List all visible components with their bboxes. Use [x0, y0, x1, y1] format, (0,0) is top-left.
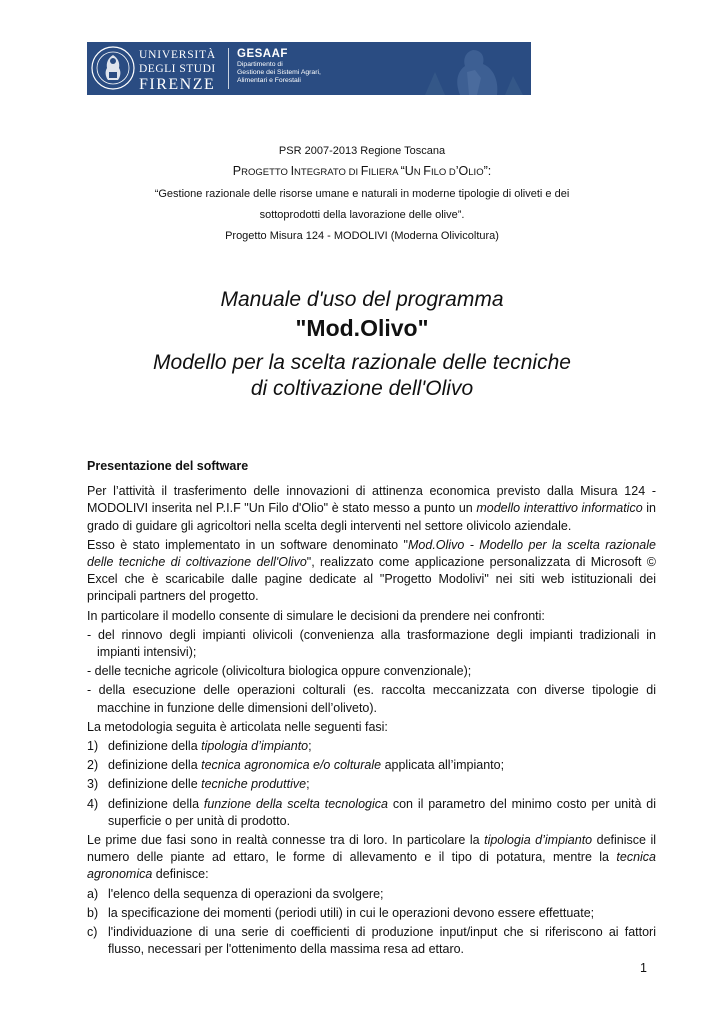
phase-marker: 3)	[87, 777, 99, 792]
phase-emphasis: funzione della scelta tecnologica	[203, 796, 388, 811]
lettered-item	[87, 886, 656, 903]
phase-item	[87, 796, 656, 830]
university-line-2: DEGLI STUDI	[139, 63, 216, 75]
phase-item	[87, 757, 656, 774]
p5-emphasis-1: tipologia d’impianto	[484, 833, 593, 848]
university-line-1: UNIVERSITÀ	[139, 49, 216, 61]
project-title	[0, 164, 724, 178]
p5-text-b: definisce il numero delle piante ad ettaro, le forme di allevamento e il tipo di potatura, mentre la	[87, 833, 656, 865]
letter-marker: c)	[87, 925, 98, 940]
sc-di: DI	[348, 167, 361, 178]
phase-item	[87, 738, 656, 755]
sc-o-rest: LIO	[468, 167, 484, 178]
program-name: "Mod.Olivo"	[295, 315, 429, 341]
phase-text: con il parametro del minimo costo per unità di superficie o per unità di prodotto.	[108, 796, 657, 828]
paragraph-3: In particolare il modello consente di simulare le decisioni da prendere nei confronti:	[87, 608, 545, 623]
university-seal-icon	[91, 46, 135, 90]
letter-text: l'individuazione di una serie di coefficienti di produzione input/input che si riferiscono ai fattori flusso, necessari per l'ottenimento della massima resa ad ettaro.	[108, 925, 656, 957]
phase-text: definizione della	[108, 739, 202, 754]
phase-marker: 1)	[87, 739, 99, 754]
sc-p: P	[232, 164, 242, 178]
phase-marker: 2)	[87, 758, 99, 773]
project-description-line-1: “Gestione razionale delle risorse umane e naturali in moderne tipologie di oliveti e dei	[154, 188, 570, 200]
measure-line: Progetto Misura 124 - MODOLIVI (Moderna Olivicoltura)	[225, 230, 499, 242]
banner-divider	[228, 48, 229, 89]
letter-marker: a)	[87, 886, 99, 901]
p1-text-a: Per l’attività il trasferimento delle innovazioni di attinenza economica previsto dalla Misura 124 - MODOLIVI inserita nel P.I.F "Un Filo d'Olio" è stato messo a punto un	[87, 484, 656, 516]
department-line-1: Dipartimento di	[237, 61, 283, 68]
list-item: - della esecuzione delle operazioni colturali (es. raccolta meccanizzata con diverse tipologie di macchine in funzione delle dimensioni dell’oliveto).	[87, 683, 656, 715]
sc-p-rest: ROGETTO	[241, 167, 291, 178]
university-banner	[87, 42, 531, 95]
letter-marker: b)	[87, 905, 99, 920]
paragraph-4: La metodologia seguita è articolata nelle seguenti fasi:	[87, 719, 388, 734]
p2-text-a: Esso è stato implementato in un software denominato "	[87, 537, 408, 552]
p1-text-b: in grado di guidare gli agricoltori nella scelta degli interventi nel settore olivicolo aziendale.	[87, 501, 657, 533]
phase-text: definizione della	[108, 758, 202, 773]
sc-filo-rest: ILO D	[430, 167, 456, 178]
paragraph-2	[87, 537, 656, 606]
phase-emphasis: tipologia d’impianto	[201, 739, 309, 754]
subtitle-line-2: di coltivazione dell'Olivo	[250, 377, 474, 400]
p5-emphasis-2: tecnica agronomica	[87, 850, 656, 882]
sc-u: U	[404, 164, 414, 178]
paragraph-1	[87, 483, 656, 535]
sc-o: O	[458, 164, 469, 178]
letter-text: la specificazione dei momenti (periodi utili) in cui le operazioni devono essere effettuate;	[108, 905, 595, 920]
department-line-3: Alimentari e Forestali	[237, 77, 301, 84]
phase-item	[87, 776, 656, 793]
phase-text: definizione della	[108, 796, 204, 811]
subtitle-line-1: Modello per la scelta razionale delle tecniche	[153, 351, 571, 374]
statue-image-icon	[405, 42, 531, 95]
sc-i-rest: NTEGRATO	[294, 167, 349, 178]
department-name	[237, 47, 321, 85]
p2-text-b: ", realizzato come applicazione personalizzata di Microsoft © Excel che è scaricabile dalle pagine dedicate al "Progetto Modolivi" nei siti web istituzionali dei principali partners del progetto.	[87, 555, 656, 604]
page-number: 1	[640, 961, 647, 975]
sc-i: I	[290, 164, 295, 178]
sc-filo: F	[423, 164, 431, 178]
project-description-line-2: sottoprodotti della lavorazione delle olive”.	[259, 209, 465, 221]
lettered-item	[87, 905, 656, 922]
phase-text: applicata all’impianto;	[381, 758, 505, 773]
letter-text: l'elenco della sequenza di operazioni da svolgere;	[108, 886, 384, 901]
phase-emphasis: tecniche produttive	[201, 777, 307, 792]
list-item: - del rinnovo degli impianti olivicoli (convenienza alla trasformazione degli impianti tradizionali in impianti intensivi);	[87, 627, 656, 660]
department-acronym: GESAAF	[237, 48, 288, 60]
manual-title: Manuale d'uso del programma	[220, 288, 504, 311]
university-line-3: FIRENZE	[139, 76, 216, 93]
sc-f: F	[360, 164, 369, 178]
sc-quote-open: “	[400, 164, 405, 178]
p2-emphasis: Mod.Olivo - Modello per la scelta razionale delle tecniche di coltivazione dell'Olivo	[87, 537, 656, 570]
manual-subtitle	[0, 350, 724, 402]
lettered-item	[87, 924, 656, 958]
department-line-2: Gestione dei Sistemi Agrari,	[237, 69, 321, 76]
p5-text-c: definisce:	[152, 867, 209, 882]
section-heading: Presentazione del software	[87, 459, 249, 473]
psr-line: PSR 2007-2013 Regione Toscana	[278, 145, 446, 157]
phase-text: definizione delle	[108, 777, 202, 792]
document-body	[87, 458, 656, 960]
paragraph-5	[87, 832, 656, 884]
phase-marker: 4)	[87, 796, 99, 811]
p1-emphasis: modello interattivo informatico	[476, 501, 643, 516]
sc-quote-close: ”:	[483, 164, 492, 178]
university-name	[139, 48, 217, 93]
sc-u-rest: N	[413, 167, 424, 178]
p5-text-a: Le prime due fasi sono in realtà connesse tra di loro. In particolare la	[87, 833, 485, 848]
phase-text: ;	[306, 777, 310, 792]
phase-text: ;	[308, 739, 312, 754]
list-item: - delle tecniche agricole (olivicoltura biologica oppure convenzionale);	[87, 664, 472, 679]
sc-f-rest: ILIERA	[368, 167, 401, 178]
sc-apos: ’	[455, 164, 459, 178]
phase-emphasis: tecnica agronomica e/o colturale	[201, 758, 382, 773]
